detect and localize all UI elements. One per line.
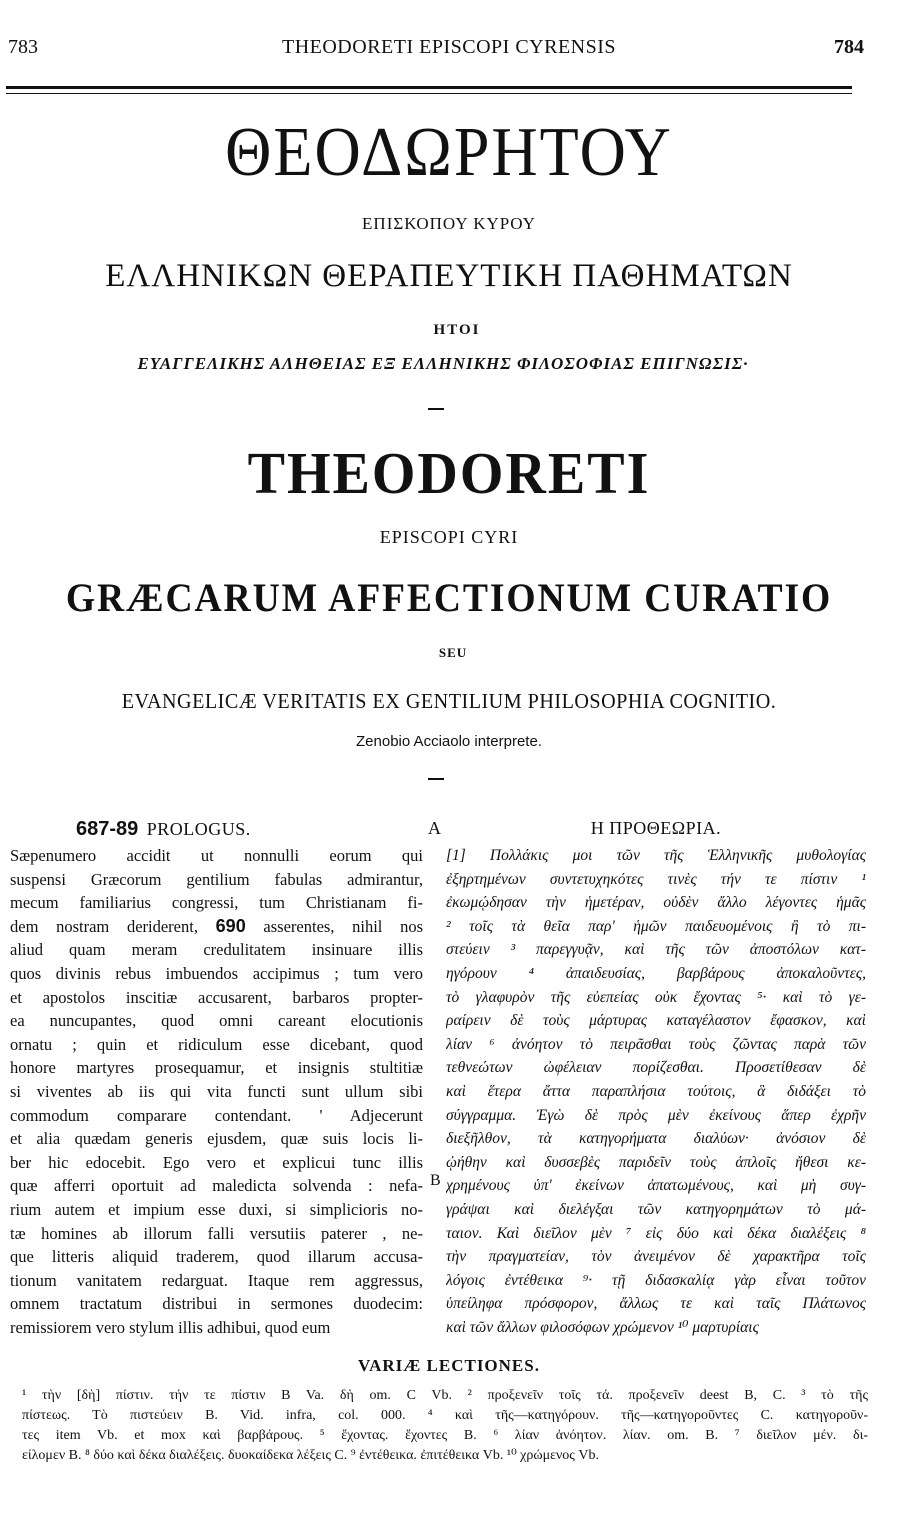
variae-lectiones-heading: VARIÆ LECTIONES. xyxy=(358,1356,540,1375)
text-line: ber hic edocebit. Ego vero et explicui tunc illis xyxy=(10,1152,423,1172)
text-line: rium autem et impium esse duxi, si simplicioris no- xyxy=(10,1199,423,1219)
greek-subtitle: ΕΠΙΣΚΟΠΟΥ ΚΥΡΟΥ xyxy=(362,214,536,233)
text-line: honore martyres prosequamur, et insignis stultitiæ xyxy=(10,1058,423,1078)
text-line: ραίρειν δὲ τοὺς μάρτυρας καταγέλαστον ἔφασκον, καὶ xyxy=(446,1012,866,1030)
running-header xyxy=(0,36,898,60)
text-line: χρημένους ὑπ' ἐκείνων ἀπατωμένους, καὶ μὴ συγ- xyxy=(446,1177,866,1195)
text-line: quos divinis rebus imbuendos accipimus ; tum vero xyxy=(10,963,423,983)
column-marker: 690 xyxy=(215,915,246,936)
latin-seu: SEU xyxy=(438,645,468,660)
text-line: καὶ ἕτερα ἄττα παραπλήσια τούτοις, ἃ διδάξει τὸ xyxy=(446,1082,866,1100)
greek-column-heading xyxy=(446,818,866,844)
text-line: suspensi Græcorum gentilium fabulas admirantur, xyxy=(10,869,423,889)
margin-letter-b: B xyxy=(430,1172,441,1189)
text-line: si viventes ab iis qui vita functi sunt ullum sibi xyxy=(10,1081,423,1101)
footnote-line: τες item Vb. et mox καὶ βαρβάρους. ⁵ ἔχοντας. ἔχοντες B. ⁶ λίαν ἀνόητον. λίαν. om. B. ⁷ διεῖλον μέν. δι- xyxy=(22,1428,868,1443)
column-number: 687-89 xyxy=(76,818,139,840)
text-line: γράψαι καὶ διελέγξαι τῶν κατηγορημάτων τὸ μά- xyxy=(446,1200,866,1218)
text-line: remissiorem vero stylum illis adhibui, quod eum xyxy=(10,1317,331,1337)
greek-etoi: ΗΤΟΙ xyxy=(433,322,481,338)
text-line: λόγοις ἐντέθεικα ⁹· τῇ διδασκαλίᾳ γὰρ εἶναι τοῦτον xyxy=(446,1271,866,1289)
latin-subtitle: EPISCOPI CYRI xyxy=(379,527,519,547)
header-rule-thin xyxy=(6,93,852,94)
text-line: ὑπείληφα πρόσφορον, ἄλλως τε καὶ ταῖς Πλάτωνος xyxy=(446,1295,866,1313)
greek-alt-title: ΕΥΑΓΓΕΛΙΚΗΣ ΑΛΗΘΕΙΑΣ ΕΞ ΕΛΛΗΝΙΚΗΣ ΦΙΛΟΣΟΦΙΑΣ ΕΠΙΓΝΩΣΙΣ· xyxy=(137,354,749,373)
text-line: τὸ γλαφυρὸν τῆς εὐεπείας οὐκ ἔχοντας ⁵· καὶ τὸ γε- xyxy=(446,988,866,1006)
text-line: mecum familiarius congressi, tum Christianam fi- xyxy=(10,893,423,913)
protheoria-heading: Η ΠΡΟΘΕΩΡΙΑ. xyxy=(590,818,722,838)
text-line: καὶ τῶν ἄλλων φιλοσόφων χρώμενον ¹⁰ μαρτυρίαις xyxy=(446,1318,759,1336)
text-line: tionum vanitatem redarguat. Itaque rem aggressus, xyxy=(10,1270,423,1290)
text-line: ταιον. Καὶ διεῖλον μὲν ⁷ εἰς δύο καὶ δέκα διαλέξεις ⁸ xyxy=(446,1224,866,1242)
body-divider xyxy=(428,778,444,780)
text-line: τὴν πραγματείαν, τὸν ἀνειμένον δὲ χαρακτῆρα τοῖς xyxy=(446,1248,866,1266)
text-line: ² τοῖς τὰ θεῖα παρ' ἡμῶν παιδευομένοις ἢ τὸ πι- xyxy=(446,917,866,935)
text-line: διεξῆλθον, τὰ κατηγορήματα διαλύων· ἀνόσιον δὲ xyxy=(446,1130,866,1148)
greek-main-title: ΕΛΛΗΝΙΚΩΝ ΘΕΡΑΠΕΥΤΙΚΗ ΠΑΘΗΜΑΤΩΝ xyxy=(105,258,793,294)
footnote-line: είλομεν B. ⁸ δύο καὶ δέκα διαλέξεις. δυοκαίδεκα λέξεις C. ⁹ ἐντέθεικα. ἐπιτέθεικα Vb. ¹⁰ χρώμενος Vb. xyxy=(22,1448,599,1463)
text-line: σύγγραμμα. Ἐγὼ δὲ πρὸς μὲν ἐκείνους ἅπερ ἐχρῆν xyxy=(446,1106,866,1124)
translator-credit: Zenobio Acciaolo interprete. xyxy=(356,733,542,750)
text-line: Sæpenumero accidit ut nonnulli eorum qui xyxy=(10,846,423,865)
margin-letter-a: A xyxy=(428,818,441,838)
latin-column xyxy=(10,818,423,1339)
text-line: ᾠήθην καὶ δυσσεβὲς παριδεῖν τοὺς ἁπλοῖς ἤθεσι κε- xyxy=(446,1153,866,1171)
text-segment: asserentes, nihil nos xyxy=(263,916,423,936)
text-line: ηγόρουν ⁴ ἀπαιδευσίας, βαρβάρους ἀποκαλοῦντες, xyxy=(446,964,866,982)
page-number-left: 783 xyxy=(8,36,38,58)
text-line: ea nuncupantes, quod omni careant elocutionis xyxy=(10,1011,423,1031)
text-line: et apostolos inscitiæ accusarent, barbaros propter- xyxy=(10,987,423,1007)
greek-title: ΘΕΟΔΩΡΗΤΟΥ xyxy=(225,112,673,191)
text-line: στεύειν ³ παρεγγυᾷν, καὶ τῆς τῶν ἀποστόλων κατ- xyxy=(446,941,866,959)
text-line: que litteris aliquid traderem, quod illarum accusa- xyxy=(10,1247,423,1267)
greek-column xyxy=(446,818,866,1339)
text-line: aliud quam meram credulitatem insinuare illis xyxy=(10,940,423,960)
text-line: ἐξηρτημένων συντετυχηκότες τινὲς τήν τε πίστιν ¹ xyxy=(446,870,866,888)
page-number-right: 784 xyxy=(834,36,864,58)
text-line: quæ afferri oportuit ad maledicta solvenda : nefa- xyxy=(10,1176,423,1196)
text-line: ἐκωμῴδησαν τὴν ἡμετέραν, οὐδὲν ἄλλο λέγοντες ἡμᾶς xyxy=(446,894,866,912)
title-divider xyxy=(428,408,444,410)
variae-lectiones-notes xyxy=(22,1386,868,1466)
text-line: tæ homines ab illorum falli versutiis paterer , ne- xyxy=(10,1223,423,1243)
latin-author: THEODORETI xyxy=(247,441,651,507)
text-line: λίαν ⁶ ἀνόητον τὸ πειρᾶσθαι τοὺς ζῶντας παρὰ τῶν xyxy=(446,1035,866,1053)
running-title: THEODORETI EPISCOPI CYRENSIS xyxy=(281,36,617,58)
footnote-line: ¹ τὴν [δὴ] πίστιν. τήν τε πίστιν B Va. δὴ om. C Vb. ² προξενεῖν τοῖς τά. προξενεῖν deest B, C. ³ τὸ τῆς xyxy=(22,1388,868,1403)
text-line: ornatu ; quin et ridiculum esse dicebant, quod xyxy=(10,1034,423,1054)
footnote-line: πίστεως. Τὸ πιστεύειν B. Vid. infra, col. 000. ⁴ καὶ τῆς—κατηγόρουν. τῆς—κατηγοροῦντες C. κατηγοροῦν- xyxy=(22,1408,868,1423)
latin-alt-title: EVANGELICÆ VERITATIS EX GENTILIUM PHILOSOPHIA COGNITIO. xyxy=(121,689,777,713)
text-line: et alia quædam generis ejusdem, quæ suis locis li- xyxy=(10,1129,423,1149)
text-segment: dem nostram deriderent, xyxy=(10,916,198,936)
latin-main-title: GRÆCARUM AFFECTIONUM CURATIO xyxy=(65,575,833,620)
header-rule-thick xyxy=(6,86,852,89)
latin-column-heading xyxy=(10,818,423,844)
text-line xyxy=(10,915,423,939)
text-line: omnem tractatum distribui in sermones duodecim: xyxy=(10,1294,423,1314)
text-line: commodum comparare contendant. ' Adjecerunt xyxy=(10,1105,423,1125)
text-line: [1] Πολλάκις μοι τῶν τῆς Ἑλληνικῆς μυθολογίας xyxy=(446,847,866,864)
text-line: τεθνεώτων ὠφέλειαν πορίζεσθαι. Προσετίθεσαν δὲ xyxy=(446,1059,866,1077)
prologus-heading: PROLOGUS. xyxy=(146,819,251,839)
